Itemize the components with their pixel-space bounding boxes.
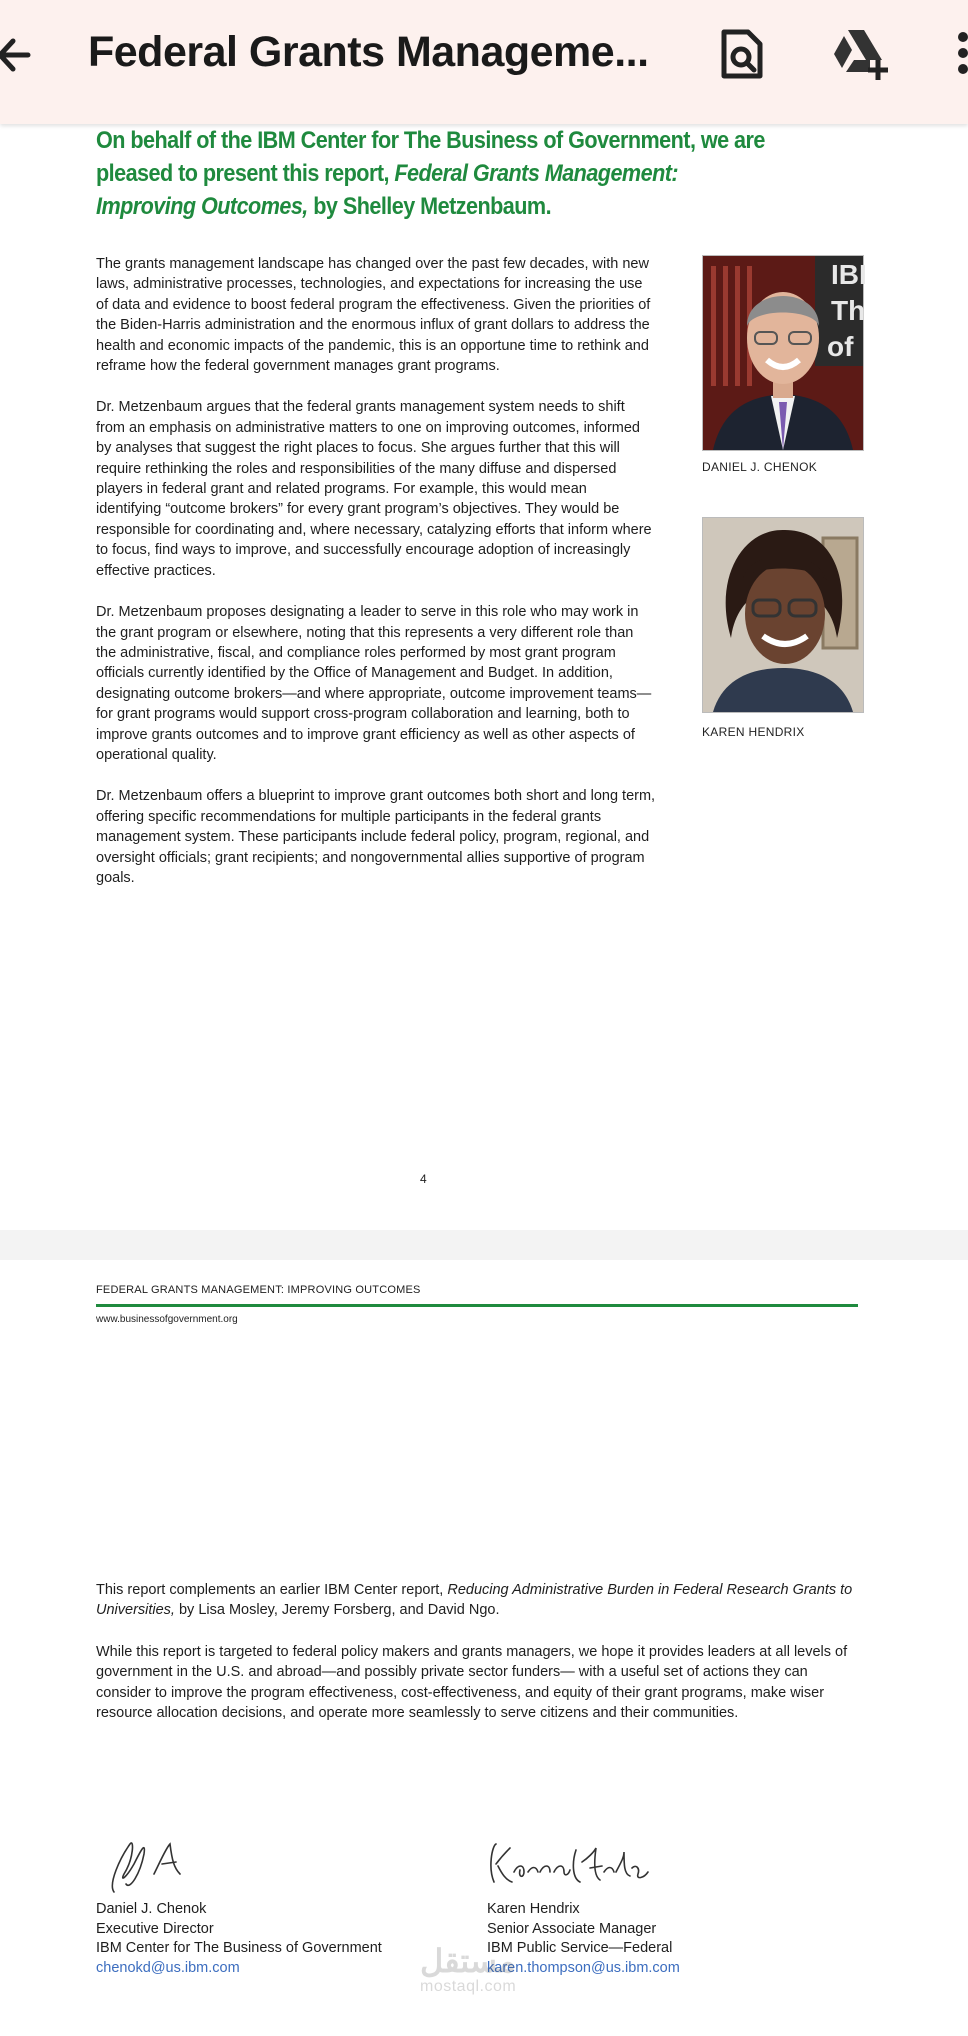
watermark-arabic: مستقل [420,1943,516,1979]
signer-title: Executive Director [96,1920,214,1937]
body-paragraph: Dr. Metzenbaum offers a blueprint to improve grant outcomes both short and long term, offering specific recommendations for multiple participants in the federal grants management system. These participants include federal policy, program, regional, and oversight officials; grant recipients; and nongovernmental allies supportive of program goals. [96,788,656,886]
header-divider [96,1304,858,1307]
signer-email-link[interactable]: karen.thompson@us.ibm.com [487,1959,680,1976]
signer-org: IBM Public Service—Federal [487,1940,673,1957]
more-options-button[interactable] [952,32,968,82]
earlier-report-title: Reducing Administrative Burden in Federal Research Grants to Universities, [96,1582,853,1619]
add-to-drive-button[interactable] [830,26,890,82]
body-text [96,1580,866,1744]
svg-text:Th: Th [831,295,866,326]
intro-heading [96,124,780,223]
signer-name: Daniel J. Chenok [96,1901,207,1917]
portrait-karen-hendrix [702,517,864,713]
para-prefix: This report complements an earlier IBM Center report, [96,1582,448,1598]
svg-text:of: of [827,331,854,362]
find-in-document-icon [718,24,766,84]
watermark-latin: mostaql.com [420,1978,517,1995]
find-in-document-button[interactable] [718,24,766,84]
para-suffix: by Lisa Mosley, Jeremy Forsberg, and David Ngo. [174,1602,500,1619]
intro-prefix: On behalf of the IBM Center for The Business of Government, we are pleased to present this report, [96,127,765,187]
signer-name: Karen Hendrix [487,1901,580,1917]
body-text [96,254,656,909]
signature-hendrix [484,1838,654,1898]
document-title: Federal Grants Manageme... [88,28,649,76]
signer-title: Senior Associate Manager [487,1920,657,1937]
portrait-photo [703,518,863,712]
mostaql-watermark [420,1944,530,2004]
signer-chenok [96,1900,426,1978]
portrait-daniel-chenok [702,255,867,451]
body-paragraph [96,1580,866,1621]
svg-text:IBI: IBI [831,259,867,290]
document-page-5[interactable] [0,1260,968,2036]
app-bar [0,0,968,124]
signer-org: IBM Center for The Business of Government [96,1940,382,1957]
photo-caption-hendrix: KAREN HENDRIX [702,725,805,739]
body-paragraph: Dr. Metzenbaum argues that the federal grants management system needs to shift from an emphasis on administrative matters to one on improving outcomes, informed by analyses that suggest the right places to focus. She argues further that this will require rethinking the roles and responsibilities of the many diffuse and dispersed players in federal grant and related programs. For example, this would mean identifying “outcome brokers” for every grant program’s objectives. They would be responsible for coordinating and, where necessary, catalyzing efforts that inform where to focus, find ways to improve, and successfully encourage adoption of increasingly effective practices. [96,399,652,579]
more-vert-icon [952,32,968,74]
signer-email-link[interactable]: chenokd@us.ibm.com [96,1959,240,1976]
report-title: Federal Grants Management: Improving Outcomes, [96,160,679,220]
body-paragraph: Dr. Metzenbaum proposes designating a leader to serve in this role who may work in the grant program or elsewhere, noting that this represents a very different role than the administrative, fiscal, and compliance roles performed by most grant program officials currently identified by the Office of Management and Budget. In addition, designating outcome brokers—and where appropriate, outcome improvement teams—for grant programs would support cross-program collaboration and learning, both to improve grants outcomes and to improve grant efficiency as well as other aspects of operational quality. [96,604,652,763]
signer-hendrix [487,1900,817,1978]
arrow-left-icon [0,30,40,80]
signature-chenok [100,1834,210,1896]
back-button[interactable] [0,30,40,80]
body-paragraph: While this report is targeted to federal policy makers and grants managers, we hope it provides leaders at all levels of government in the U.S. and abroad—and possibly private sector funders— with a useful set of actions they can consider to improve the program effectiveness, cost-effectiveness, and equity of their grant programs, make wiser resource allocation decisions, and operate more seamlessly to serve citizens and their communities. [96,1643,848,1722]
website-url: www.businessofgovernment.org [96,1314,238,1325]
intro-suffix: by Shelley Metzenbaum. [307,193,552,220]
portrait-photo [703,256,867,450]
photo-caption-chenok: DANIEL J. CHENOK [702,460,818,474]
running-header: FEDERAL GRANTS MANAGEMENT: IMPROVING OUTCOMES [96,1284,421,1296]
body-paragraph: The grants management landscape has changed over the past few decades, with new laws, administrative processes, technologies, and expectations for increasing the use of data and evidence to boost federal program the effectiveness. Given the priorities of the Biden-Harris administration and the enormous influx of grant dollars to address the health and economic impacts of the pandemic, this is an opportune time to rethink and reframe how the federal government manages grant programs. [96,256,651,375]
add-to-drive-icon [830,26,890,82]
page-number: 4 [420,1172,427,1186]
document-page-4[interactable] [0,124,968,1230]
